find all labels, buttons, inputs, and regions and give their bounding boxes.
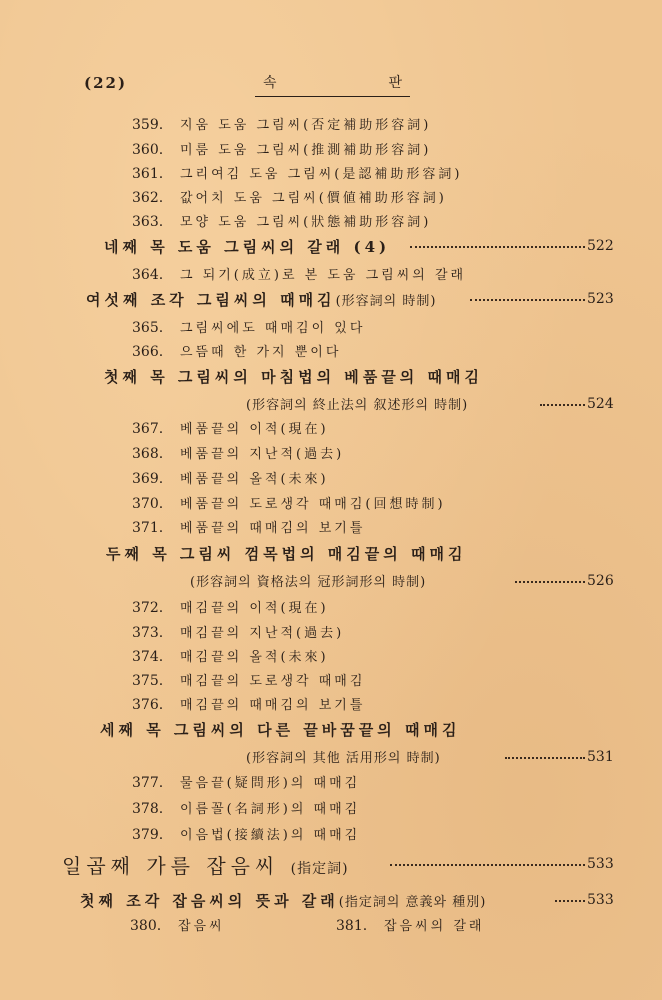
heading-text: 첫째 조각 잡음씨의 뜻과 갈래: [80, 892, 339, 910]
page-number-ref: 526: [587, 573, 614, 589]
toc-item: [336, 915, 484, 934]
item-number: 376.: [132, 697, 164, 713]
item-text: 매김끝의 이적(現在): [180, 601, 329, 616]
item-text: 매김끝의 올적(未來): [180, 650, 329, 665]
toc-heading: [86, 289, 436, 310]
heading-subtitle: (指定詞의 意義와 種別): [338, 895, 487, 910]
item-number: 379.: [132, 827, 164, 843]
dot-leader: [555, 900, 585, 902]
item-text: 물음끝(疑問形)의 때매김: [180, 776, 361, 791]
subline-text: (形容詞의 其他 活用形의 時制): [246, 751, 441, 766]
running-title-right: 판: [388, 75, 402, 91]
heading-text: 세째 목 그림씨의 다른 끝바꿈끝의 때매김: [100, 721, 461, 739]
item-number: 374.: [132, 649, 164, 665]
toc-item: [132, 443, 344, 462]
item-text: 그리여김 도움 그림씨(是認補助形容詞): [180, 167, 463, 182]
item-number: 381.: [336, 918, 368, 934]
page-ref: [540, 396, 614, 412]
dot-leader: [540, 404, 585, 406]
heading-subtitle: (形容詞의 時制): [335, 294, 437, 309]
item-number: 367.: [132, 421, 164, 437]
item-text: 베품끝의 도로생각 때매김(回想時制): [180, 497, 446, 512]
page-ref: [470, 291, 614, 307]
running-title: [255, 70, 410, 97]
chapter-title: 일곱째 가름 잡음씨: [62, 854, 280, 878]
item-text: 잡음씨의 갈래: [384, 919, 485, 934]
item-text: 모양 도움 그림씨(狀態補助形容詞): [180, 215, 432, 230]
item-text: 매김끝의 도로생각 때매김: [180, 674, 366, 689]
page-header: [0, 70, 662, 100]
page-number-ref: 533: [587, 892, 614, 908]
running-title-left: 속: [263, 75, 277, 91]
page-number-ref: 524: [587, 396, 614, 412]
toc-item: [132, 114, 431, 133]
toc-heading: [104, 236, 390, 257]
item-number: 370.: [132, 496, 164, 512]
item-text: 값어치 도움 그림씨(價値補助形容詞): [180, 191, 447, 206]
item-text: 베품끝의 지난적(過去): [180, 447, 345, 462]
toc-heading: [80, 890, 486, 911]
toc-item: [130, 915, 225, 934]
toc-item: [132, 468, 329, 487]
item-number: 369.: [132, 471, 164, 487]
toc-item: [132, 670, 365, 689]
item-text: 미룸 도움 그림씨(推測補助形容詞): [180, 143, 432, 158]
subline-text: (形容詞의 資格法의 冠形詞形의 時制): [190, 575, 427, 590]
toc-item: [132, 163, 462, 182]
item-number: 366.: [132, 344, 164, 360]
dot-leader: [410, 246, 585, 248]
item-number: 373.: [132, 625, 164, 641]
toc-item: [132, 798, 360, 817]
item-text: 그 되기(成立)로 본 도움 그림씨의 갈래: [180, 268, 467, 283]
page-ref: [390, 856, 614, 872]
heading-text: 두째 목 그림씨 껌목법의 매김끝의 때매김: [106, 545, 467, 563]
item-text: 이음법(接續法)의 때매김: [180, 828, 361, 843]
item-number: 361.: [132, 166, 164, 182]
toc-heading: [106, 543, 466, 564]
toc-subline: [246, 394, 468, 413]
page-ref: [505, 749, 614, 765]
toc-subline: [246, 747, 441, 766]
item-number: 375.: [132, 673, 164, 689]
item-text: 베품끝의 때매김의 보기틀: [180, 521, 366, 536]
toc-item: [132, 341, 341, 360]
toc-item: [132, 517, 365, 536]
item-number: 360.: [132, 142, 164, 158]
item-text: 매김끝의 때매김의 보기틀: [180, 698, 366, 713]
toc-item: [132, 493, 446, 512]
item-text: 베품끝의 이적(現在): [180, 422, 329, 437]
item-text: 이름꼴(名詞形)의 때매김: [180, 802, 361, 817]
item-text: 베품끝의 올적(未來): [180, 472, 329, 487]
item-text: 매김끝의 지난적(過去): [180, 626, 345, 641]
page-number: (22): [84, 74, 128, 92]
page-number-ref: 523: [587, 291, 614, 307]
page-ref: [555, 892, 614, 908]
toc-item: [132, 418, 329, 437]
item-number: 371.: [132, 520, 164, 536]
page-number-ref: 531: [587, 749, 614, 765]
page-ref: [515, 573, 614, 589]
toc-item: [132, 622, 344, 641]
item-text: 그림씨에도 때매김이 있다: [180, 321, 366, 336]
toc-item: [132, 824, 360, 843]
item-number: 378.: [132, 801, 164, 817]
toc-item: [132, 139, 431, 158]
toc-subline: [190, 571, 426, 590]
toc-item: [132, 187, 447, 206]
item-number: 380.: [130, 918, 162, 934]
subline-text: (形容詞의 終止法의 叙述形의 時制): [246, 398, 469, 413]
toc-item: [132, 264, 466, 283]
dot-leader: [515, 581, 585, 583]
toc-item: [132, 772, 360, 791]
page-number-ref: 533: [587, 856, 614, 872]
item-number: 377.: [132, 775, 164, 791]
toc-item: [132, 646, 329, 665]
toc-chapter: [62, 850, 349, 879]
toc-item: [132, 694, 365, 713]
page-number-ref: 522: [587, 238, 614, 254]
item-number: 359.: [132, 117, 164, 133]
toc-heading: [104, 366, 483, 387]
dot-leader: [390, 864, 585, 866]
toc-item: [132, 317, 365, 336]
item-text: 으뜸때 한 가지 뿐이다: [180, 345, 342, 360]
heading-text: 여섯째 조각 그림씨의 때매김: [86, 291, 336, 309]
item-number: 364.: [132, 267, 164, 283]
dot-leader: [505, 757, 585, 759]
item-number: 368.: [132, 446, 164, 462]
item-number: 372.: [132, 600, 164, 616]
page-ref: [410, 238, 614, 254]
heading-text: 네째 목 도움 그림씨의 갈래 (4): [104, 238, 391, 256]
item-number: 362.: [132, 190, 164, 206]
toc-item: [132, 597, 329, 616]
item-text: 잡음씨: [178, 919, 225, 934]
item-number: 365.: [132, 320, 164, 336]
chapter-subtitle: (指定詞): [290, 861, 349, 877]
toc-item: [132, 211, 431, 230]
item-number: 363.: [132, 214, 164, 230]
heading-text: 첫째 목 그림씨의 마침법의 베품끝의 때매김: [104, 368, 483, 386]
item-text: 지움 도움 그림씨(否定補助形容詞): [180, 118, 432, 133]
toc-heading: [100, 719, 460, 740]
dot-leader: [470, 299, 585, 301]
